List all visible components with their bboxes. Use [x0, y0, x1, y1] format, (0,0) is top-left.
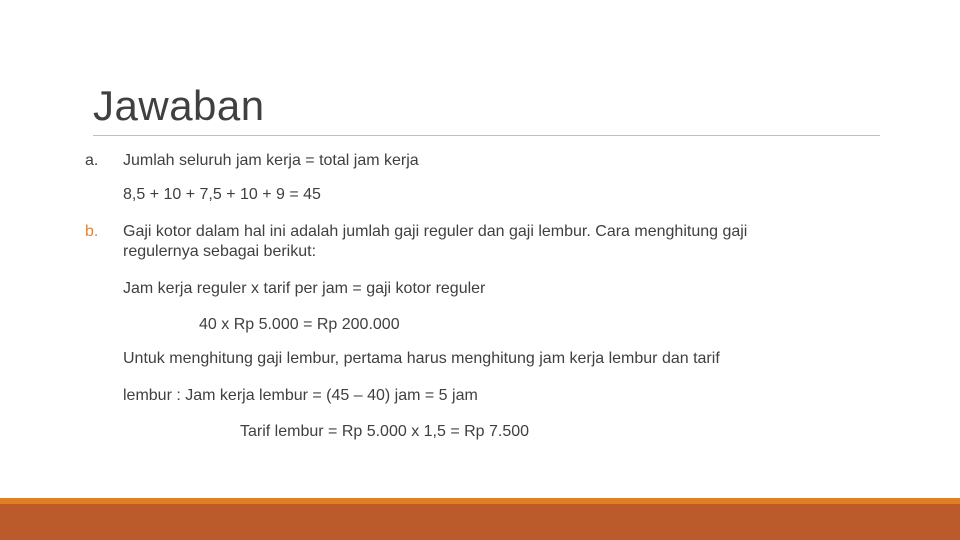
item-b-line-3: Jam kerja reguler x tarif per jam = gaji kotor reguler	[123, 280, 486, 297]
item-b-line-5: Untuk menghitung gaji lembur, pertama harus menghitung jam kerja lembur dan tarif	[123, 350, 720, 367]
item-b-line-1: Gaji kotor dalam hal ini adalah jumlah gaji reguler dan gaji lembur. Cara menghitung gaji	[123, 223, 748, 240]
item-b-line-6: lembur : Jam kerja lembur = (45 – 40) jam = 5 jam	[123, 387, 478, 404]
list-marker-b: b.	[85, 223, 99, 240]
slide-title: Jawaban	[93, 82, 265, 129]
item-b-line-2: regulernya sebagai berikut:	[123, 243, 317, 260]
item-a-line-2: 8,5 + 10 + 7,5 + 10 + 9 = 45	[123, 186, 321, 203]
item-a-line-1: Jumlah seluruh jam kerja = total jam kerja	[123, 152, 419, 169]
item-b-line-4: 40 x Rp 5.000 = Rp 200.000	[199, 316, 400, 333]
list-marker-a: a.	[85, 152, 99, 169]
footer-bar	[0, 504, 960, 540]
item-b-line-7: Tarif lembur = Rp 5.000 x 1,5 = Rp 7.500	[240, 423, 530, 440]
title-divider	[93, 135, 880, 136]
